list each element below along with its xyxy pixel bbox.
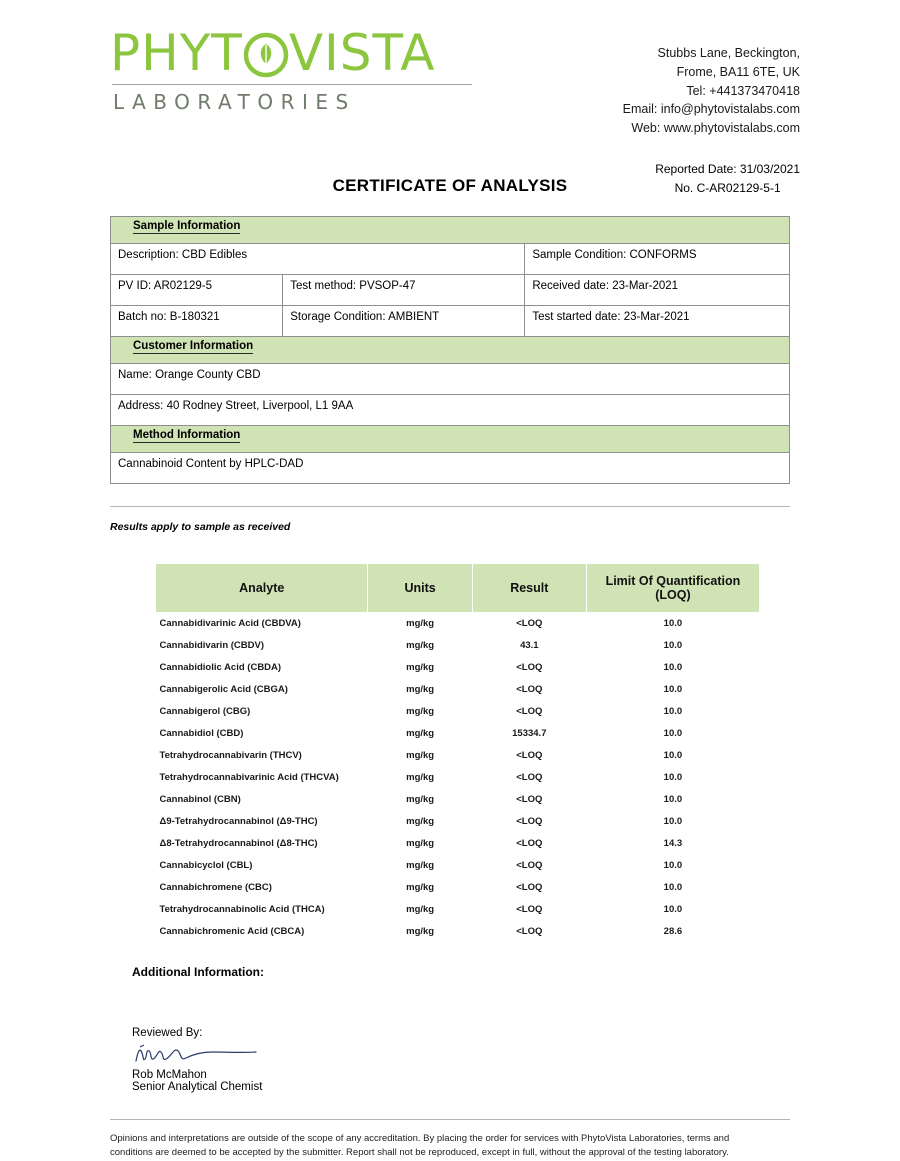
test-started-date: Test started date: 23-Mar-2021 <box>525 305 790 336</box>
table-row <box>156 657 760 679</box>
analyte-units: mg/kg <box>406 860 435 872</box>
column-header-result: Result <box>472 563 586 612</box>
analyte-result: <LOQ <box>516 662 543 674</box>
column-header-analyte: Analyte <box>156 563 368 612</box>
table-row <box>156 811 760 833</box>
analyte-result: 15334.7 <box>512 728 547 740</box>
analyte-loq: 10.0 <box>663 816 683 828</box>
logo-text-part2: VISTA <box>288 24 436 82</box>
analyte-result: <LOQ <box>516 618 543 630</box>
batch-no: Batch no: B-180321 <box>111 305 283 336</box>
table-row <box>111 305 790 336</box>
customer-address: Address: 40 Rodney Street, Liverpool, L1 9AA <box>111 394 790 425</box>
results-note: Results apply to sample as received <box>110 520 291 533</box>
reviewed-by-block <box>132 1027 790 1093</box>
table-row <box>156 855 760 877</box>
analyte-result: <LOQ <box>516 772 543 784</box>
contact-phone: Tel: +441373470418 <box>686 83 800 98</box>
page-title: CERTIFICATE OF ANALYSIS <box>332 175 568 195</box>
analyte-loq: 28.6 <box>663 926 683 938</box>
analyte-units: mg/kg <box>406 728 435 740</box>
analyte-units: mg/kg <box>406 904 435 916</box>
method-description: Cannabinoid Content by HPLC-DAD <box>111 452 790 483</box>
signature-image <box>132 1041 790 1067</box>
contact-website: Web: www.phytovistalabs.com <box>631 121 800 135</box>
logo-divider <box>112 84 472 85</box>
disclaimer-text: Opinions and interpretations are outside of the scope of any accreditation. By placing the order for services with PhytoVista Laboratories, terms and conditions are deemed to be accepted by the submitter. Report shall not be reproduced, except in full, without the approval of the testing laboratory. <box>110 1132 730 1159</box>
table-row <box>156 877 760 899</box>
table-row <box>111 394 790 425</box>
analyte-loq: 10.0 <box>663 728 683 740</box>
table-row <box>156 701 760 723</box>
analyte-loq: 10.0 <box>663 882 683 894</box>
analyte-result: <LOQ <box>516 750 543 762</box>
analyte-loq: 10.0 <box>663 904 683 916</box>
logo-text-part1: PHYT <box>110 24 243 82</box>
analyte-loq: 10.0 <box>663 860 683 872</box>
method-information-header <box>111 425 790 452</box>
sample-information-title: Sample Information <box>133 219 241 232</box>
reviewer-title: Senior Analytical Chemist <box>132 1080 263 1093</box>
test-method: Test method: PVSOP-47 <box>283 274 525 305</box>
analyte-units: mg/kg <box>406 772 435 784</box>
analyte-name: Δ9-Tetrahydrocannabinol (Δ9-THC) <box>159 816 318 828</box>
analyte-name: Cannabigerolic Acid (CBGA) <box>159 684 288 696</box>
analyte-name: Cannabichromene (CBC) <box>159 882 272 894</box>
column-header-loq: Limit Of Quantification (LOQ) <box>586 563 759 612</box>
company-logo <box>110 24 490 114</box>
analyte-loq: 10.0 <box>663 640 683 652</box>
contact-email: Email: info@phytovistalabs.com <box>622 102 800 117</box>
analyte-name: Cannabicyclol (CBL) <box>159 860 253 872</box>
analyte-result: 43.1 <box>520 640 539 652</box>
sample-information-header <box>111 216 790 243</box>
company-contact-block <box>623 28 800 138</box>
table-row <box>111 336 790 363</box>
column-header-units: Units <box>368 563 472 612</box>
received-date: Received date: 23-Mar-2021 <box>525 274 790 305</box>
analyte-units: mg/kg <box>406 926 435 938</box>
table-row <box>156 899 760 921</box>
analyte-loq: 10.0 <box>663 662 683 674</box>
report-number: No. C-AR02129-5-1 <box>674 180 781 195</box>
section-divider <box>110 506 790 507</box>
table-row <box>111 274 790 305</box>
reported-date: Reported Date: 31/03/2021 <box>655 161 800 176</box>
analyte-loq: 10.0 <box>663 794 683 806</box>
table-row <box>156 767 760 789</box>
customer-information-title: Customer Information <box>133 339 254 352</box>
analyte-result: <LOQ <box>516 838 543 850</box>
method-information-title: Method Information <box>133 428 241 441</box>
results-header-row <box>156 563 760 612</box>
contact-address-line-1: Stubbs Lane, Beckington, <box>657 46 800 60</box>
reviewed-by-label: Reviewed By: <box>132 1026 203 1039</box>
analyte-name: Tetrahydrocannabivarinic Acid (THCVA) <box>159 772 339 784</box>
footer-divider <box>110 1119 790 1120</box>
analyte-result: <LOQ <box>516 794 543 806</box>
table-row <box>111 425 790 452</box>
analyte-name: Cannabidiol (CBD) <box>159 728 244 740</box>
contact-address-line-2: Frome, BA11 6TE, UK <box>676 64 800 79</box>
table-row <box>111 452 790 483</box>
table-row <box>111 243 790 274</box>
leaf-logo-icon <box>243 32 289 78</box>
analyte-units: mg/kg <box>406 750 435 762</box>
table-row <box>156 833 760 855</box>
logo-wordmark <box>110 24 490 82</box>
analyte-name: Δ8-Tetrahydrocannabinol (Δ8-THC) <box>159 838 318 850</box>
customer-name: Name: Orange County CBD <box>111 363 790 394</box>
analyte-result: <LOQ <box>516 684 543 696</box>
analyte-name: Cannabidivarinic Acid (CBDVA) <box>159 618 301 630</box>
analyte-units: mg/kg <box>406 640 435 652</box>
analyte-name: Cannabinol (CBN) <box>159 794 241 806</box>
analyte-units: mg/kg <box>406 618 435 630</box>
analyte-name: Tetrahydrocannabinolic Acid (THCA) <box>159 904 325 916</box>
analyte-loq: 10.0 <box>663 618 683 630</box>
title-row <box>0 160 900 206</box>
page-header <box>0 0 900 138</box>
table-row <box>156 612 760 635</box>
information-tables <box>110 216 790 484</box>
results-table-body <box>156 612 760 943</box>
analyte-name: Cannabidivarin (CBDV) <box>159 640 265 652</box>
analyte-units: mg/kg <box>406 706 435 718</box>
analyte-units: mg/kg <box>406 662 435 674</box>
logo-subtitle: LABORATORIES <box>113 90 356 114</box>
analyte-name: Cannabichromenic Acid (CBCA) <box>159 926 305 938</box>
table-row <box>111 363 790 394</box>
analyte-loq: 10.0 <box>663 706 683 718</box>
analyte-result: <LOQ <box>516 816 543 828</box>
analyte-loq: 10.0 <box>663 750 683 762</box>
storage-condition: Storage Condition: AMBIENT <box>283 305 525 336</box>
analyte-name: Cannabigerol (CBG) <box>159 706 251 718</box>
reviewer-name: Rob McMahon <box>132 1068 207 1081</box>
table-row <box>156 745 760 767</box>
analyte-result: <LOQ <box>516 860 543 872</box>
table-row <box>156 635 760 657</box>
analyte-units: mg/kg <box>406 684 435 696</box>
results-table <box>155 563 760 943</box>
analyte-loq: 14.3 <box>663 838 683 850</box>
table-row <box>111 216 790 243</box>
table-row <box>156 789 760 811</box>
table-row <box>156 679 760 701</box>
table-row <box>156 921 760 943</box>
pv-id: PV ID: AR02129-5 <box>111 274 283 305</box>
sample-condition: Sample Condition: CONFORMS <box>525 243 790 274</box>
analyte-name: Tetrahydrocannabivarin (THCV) <box>159 750 302 762</box>
analyte-result: <LOQ <box>516 904 543 916</box>
sample-description: Description: CBD Edibles <box>111 243 525 274</box>
report-meta <box>655 160 800 198</box>
analyte-loq: 10.0 <box>663 772 683 784</box>
analyte-units: mg/kg <box>406 794 435 806</box>
additional-information-label: Additional Information: <box>132 964 264 979</box>
analyte-loq: 10.0 <box>663 684 683 696</box>
analyte-units: mg/kg <box>406 838 435 850</box>
results-table-wrap <box>155 563 760 943</box>
analyte-result: <LOQ <box>516 706 543 718</box>
customer-information-header <box>111 336 790 363</box>
analyte-units: mg/kg <box>406 882 435 894</box>
table-row <box>156 723 760 745</box>
results-table-head <box>156 563 760 612</box>
analyte-name: Cannabidiolic Acid (CBDA) <box>159 662 282 674</box>
sample-information-table <box>110 216 790 484</box>
analyte-result: <LOQ <box>516 882 543 894</box>
analyte-units: mg/kg <box>406 816 435 828</box>
analyte-result: <LOQ <box>516 926 543 938</box>
